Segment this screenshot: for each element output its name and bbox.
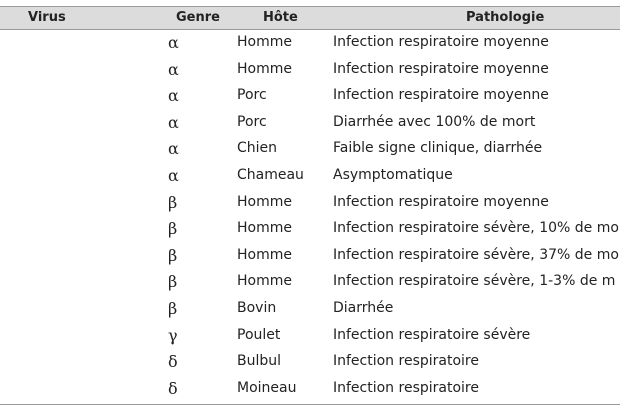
host-name: Chien (237, 140, 278, 157)
table-bottom-rule (0, 404, 620, 405)
table-row (0, 83, 620, 110)
table-row (0, 57, 620, 84)
genre-symbol: α (168, 33, 179, 52)
genre-symbol: δ (168, 352, 178, 372)
host-name: Homme (237, 60, 292, 77)
pathology-text: Infection respiratoire sévère, 10% de mo (333, 220, 619, 237)
host-name: Homme (237, 34, 292, 50)
genre-symbol: γ (168, 325, 178, 345)
table-row (0, 30, 620, 57)
pathology-text: Infection respiratoire (333, 379, 479, 396)
genre-symbol: β (168, 192, 178, 212)
table-row (0, 136, 620, 163)
table-body (0, 30, 620, 402)
table-row (0, 163, 620, 190)
genre-symbol: α (168, 112, 179, 132)
pathology-text: Infection respiratoire sévère, 37% de mo (333, 246, 619, 263)
host-name: Porc (237, 113, 267, 130)
genre-symbol: β (168, 298, 178, 318)
host-name: Porc (237, 87, 267, 104)
pathology-text: Infection respiratoire sévère, 1-3% de m (333, 273, 616, 290)
host-name: Bovin (237, 299, 277, 316)
host-name: Homme (237, 273, 292, 290)
host-name: Chameau (237, 166, 304, 183)
host-name: Homme (237, 246, 292, 263)
header-hote: Hôte (263, 10, 298, 25)
header-pathologie: Pathologie (466, 10, 545, 25)
table-row (0, 323, 620, 350)
table-row (0, 216, 620, 243)
table-row (0, 190, 620, 217)
genre-symbol: δ (168, 378, 178, 398)
pathology-text: Infection respiratoire moyenne (333, 193, 549, 210)
coronavirus-table (0, 6, 620, 402)
pathology-text: Infection respiratoire moyenne (333, 87, 549, 104)
host-name: Homme (237, 220, 292, 237)
table-row (0, 269, 620, 296)
genre-symbol: β (168, 219, 178, 239)
pathology-text: Infection respiratoire moyenne (333, 34, 549, 50)
header-genre: Genre (176, 10, 220, 25)
pathology-text: Infection respiratoire (333, 353, 479, 370)
host-name: Moineau (237, 379, 297, 396)
genre-symbol: β (168, 272, 178, 292)
genre-symbol: α (168, 165, 179, 185)
pathology-text: Infection respiratoire moyenne (333, 60, 549, 77)
pathology-text: Infection respiratoire sévère (333, 326, 531, 343)
host-name: Homme (237, 193, 292, 210)
host-name: Poulet (237, 326, 281, 343)
genre-symbol: α (168, 139, 179, 159)
table-row (0, 110, 620, 137)
header-virus: Virus (28, 10, 66, 25)
table-row (0, 296, 620, 323)
pathology-text: Diarrhée (333, 299, 394, 316)
pathology-text: Diarrhée avec 100% de mort (333, 113, 536, 130)
table-header-row (0, 6, 620, 30)
table-row (0, 243, 620, 270)
genre-symbol: α (168, 86, 179, 106)
table-row (0, 349, 620, 376)
pathology-text: Asymptomatique (333, 166, 453, 183)
genre-symbol: β (168, 245, 178, 265)
genre-symbol: α (168, 59, 179, 79)
table-row (0, 376, 620, 403)
host-name: Bulbul (237, 353, 282, 370)
pathology-text: Faible signe clinique, diarrhée (333, 140, 543, 157)
